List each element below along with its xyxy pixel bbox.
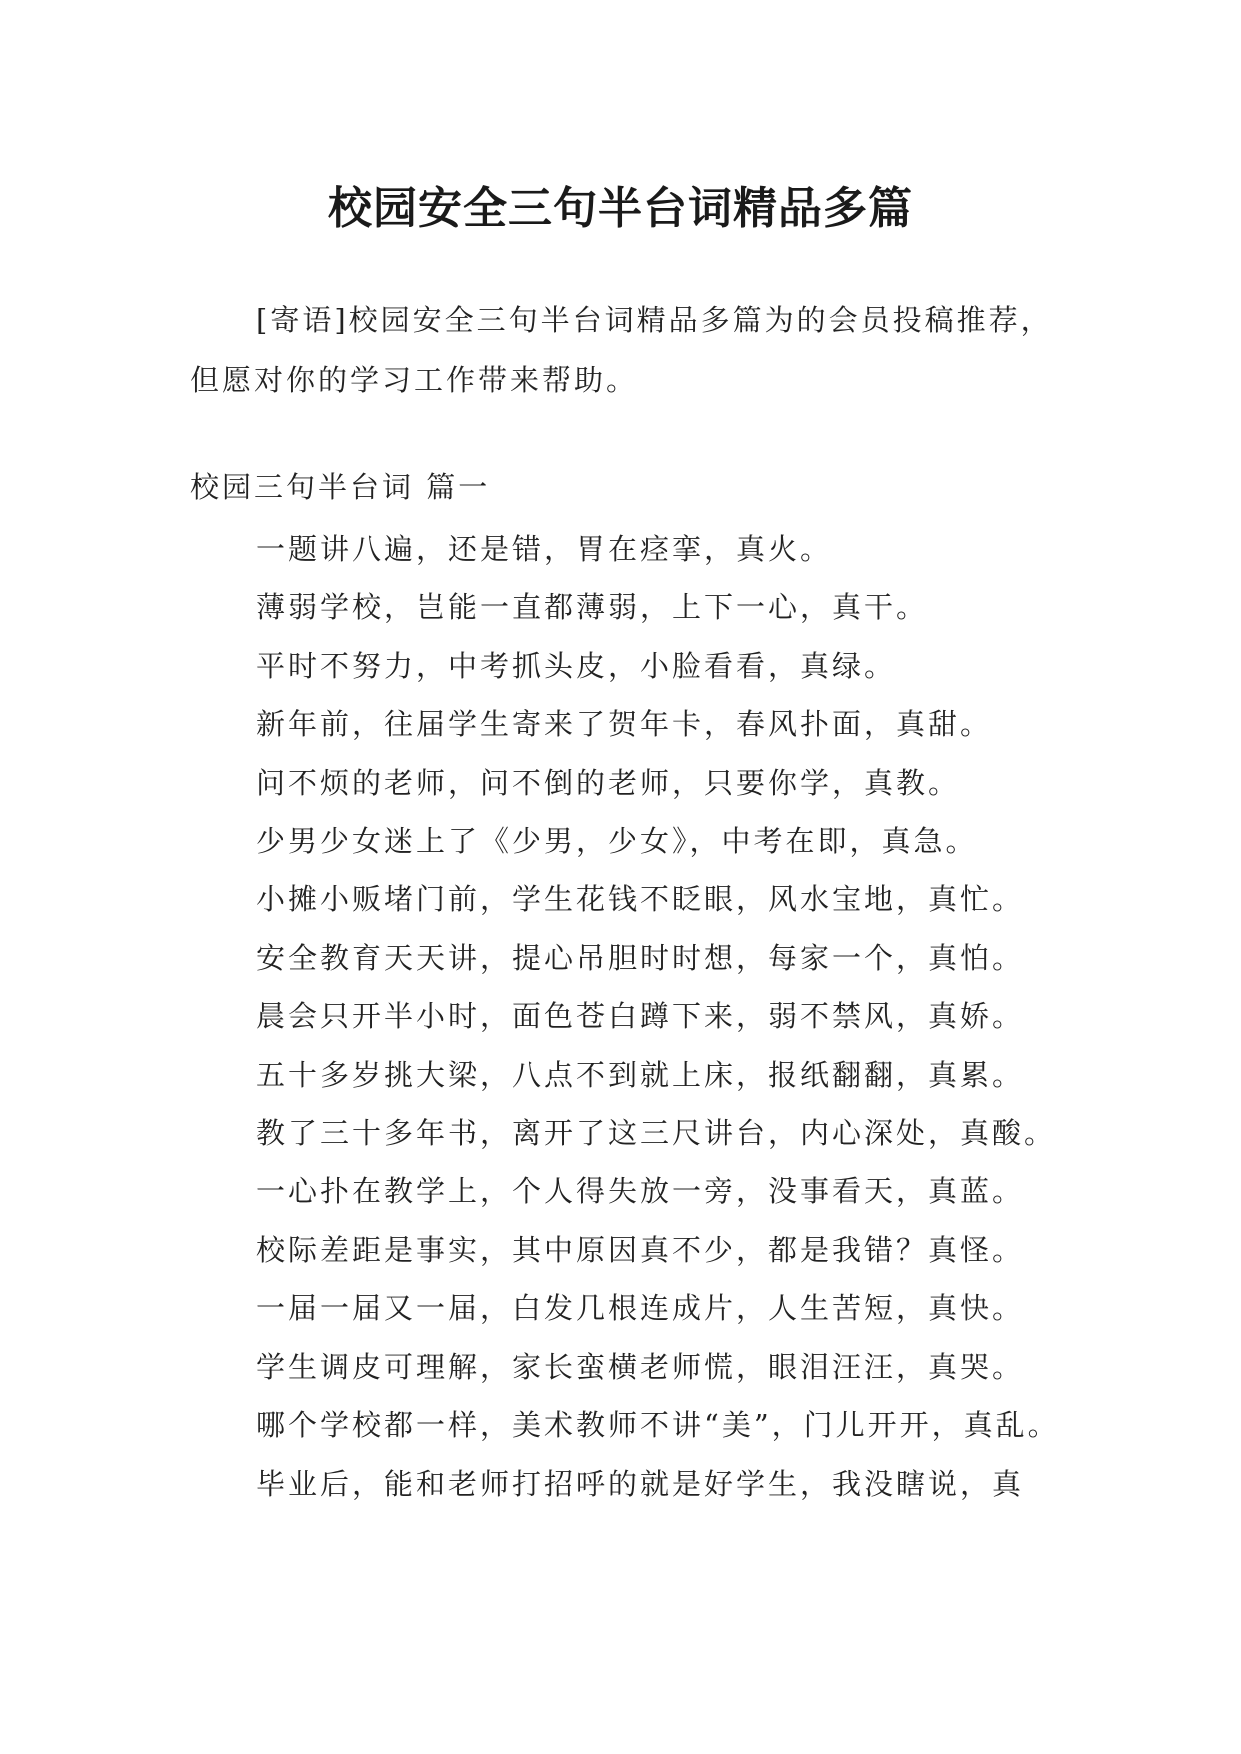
verse-line: 一届一届又一届，白发几根连成片，人生苦短，真快。 [256,1291,1025,1326]
verse-line: 五十多岁挑大梁，八点不到就上床，报纸翻翻，真累。 [256,1057,1025,1092]
verse-line: 薄弱学校，岂能一直都薄弱，上下一心，真干。 [256,590,929,625]
verse-line: 问不烦的老师，问不倒的老师，只要你学，真教。 [256,765,961,800]
section-heading: 校园三句半台词 篇一 [190,470,491,504]
verse-line: 晨会只开半小时，面色苍白蹲下来，弱不禁风，真娇。 [256,999,1025,1034]
verse-line: 一心扑在教学上，个人得失放一旁，没事看天，真蓝。 [256,1174,1025,1209]
verse-line: 一题讲八遍，还是错，胃在痉挛，真火。 [256,532,833,566]
verse-line: 毕业后，能和老师打招呼的就是好学生，我没瞎说，真 [256,1466,1025,1501]
verse-line: 小摊小贩堵门前，学生花钱不眨眼，风水宝地，真忙。 [256,882,1025,917]
verse-line: 教了三十多年书，离开了这三尺讲台，内心深处，真酸。 [256,1116,1057,1151]
document-title: 校园安全三句半台词精品多篇 [328,183,913,235]
intro-paragraph: [寄语]校园安全三句半台词精品多篇为的会员投稿推荐，但愿对你的学习工作带来帮助。 [190,303,1053,397]
verse-line: 平时不努力，中考抓头皮，小脸看看，真绿。 [256,648,897,683]
verse-line: 少男少女迷上了《少男，少女》，中考在即，真急。 [256,824,978,859]
verse-line: 校际差距是事实，其中原因真不少，都是我错？真怪。 [256,1232,1025,1267]
verse-line: 哪个学校都一样，美术教师不讲“美”，门儿开开，真乱。 [256,1408,1060,1443]
verse-line: 新年前，往届学生寄来了贺年卡，春风扑面，真甜。 [256,707,993,742]
verse-line: 安全教育天天讲，提心吊胆时时想，每家一个，真怕。 [256,940,1025,975]
verse-line: 学生调皮可理解，家长蛮横老师慌，眼泪汪汪，真哭。 [256,1349,1025,1384]
verse-list [190,520,1070,1513]
